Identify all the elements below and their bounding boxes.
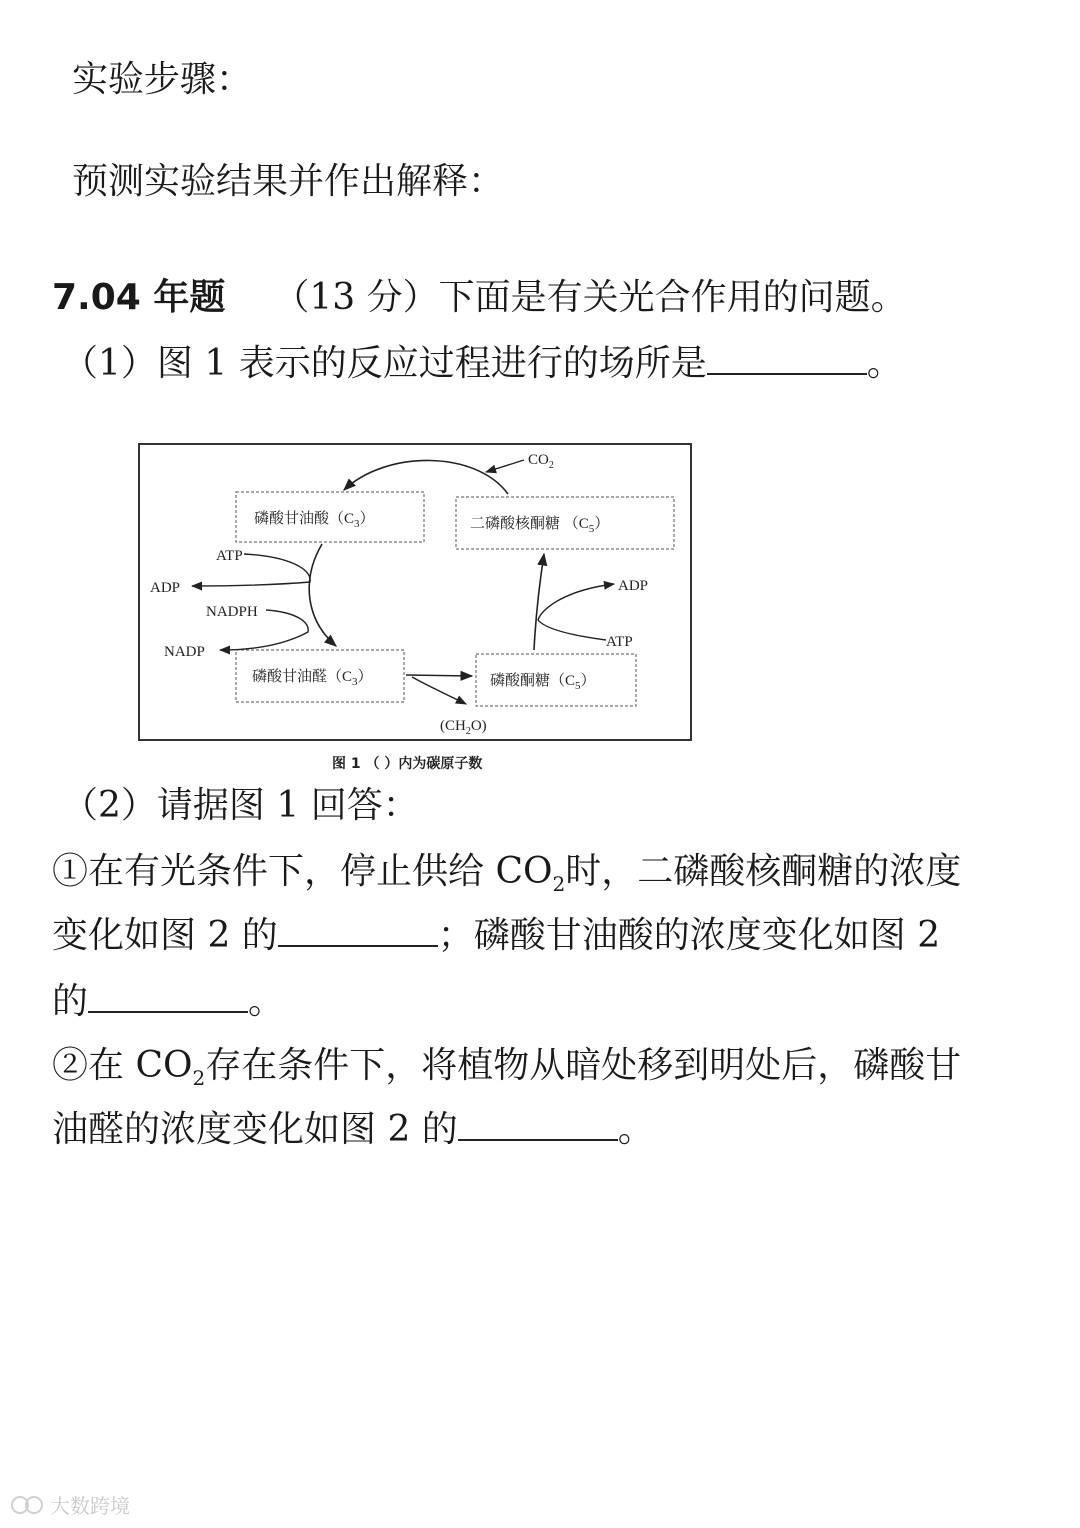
q1-line1 xyxy=(52,850,961,906)
arrow-atp-adp-right xyxy=(538,584,614,640)
q2-line1-text-a: ②在 CO xyxy=(52,1045,193,1086)
answer-blank-1[interactable] xyxy=(707,343,867,375)
part1-text: （1）图 1 表示的反应过程进行的场所是 xyxy=(62,343,707,384)
label-atp-right: ATP xyxy=(606,634,633,650)
question-text: 下面是有关光合作用的问题。 xyxy=(438,277,907,318)
q1-line1-text-b: 时，二磷酸核酮糖的浓度 xyxy=(565,851,962,892)
part1-suffix: 。 xyxy=(866,343,903,384)
calvin-cycle-figure xyxy=(136,440,696,770)
step-label: 实验步骤： xyxy=(72,59,253,100)
answer-blank-2[interactable] xyxy=(278,915,438,947)
question-number: 7.04 年题 xyxy=(52,277,226,318)
part1-question xyxy=(62,342,903,386)
label-adp-right: ADP xyxy=(618,578,649,594)
q2-co2-subscript: 2 xyxy=(192,1066,206,1091)
arrow-g3p-to-ketose xyxy=(406,675,472,676)
q2-line1-text-b: 存在条件下，将植物从暗处移到明处后，磷酸甘 xyxy=(205,1045,962,1086)
q1-line1-text-a: ①在有光条件下，停止供给 CO xyxy=(52,851,553,892)
q1-line3-text-a: 的 xyxy=(52,981,89,1022)
figure-caption: 图 1 （ ）内为碳原子数 xyxy=(332,756,483,770)
arrow-rubp-to-pga xyxy=(344,460,508,494)
label-co2: $CO_2$ xyxy=(528,452,554,471)
label-adp-left: ADP xyxy=(150,580,181,596)
q2-line2 xyxy=(52,1108,654,1152)
arrow-to-ch2o xyxy=(412,677,466,704)
label-atp-left: ATP xyxy=(216,548,243,564)
q1-line2-text-a: 变化如图 2 的 xyxy=(52,915,278,956)
predict-label: 预测实验结果并作出解释： xyxy=(72,161,505,202)
answer-blank-4[interactable] xyxy=(458,1109,618,1141)
question-header xyxy=(52,276,907,320)
label-ch2o: $(CH_2O)$ xyxy=(440,718,487,737)
question-score: （13 分） xyxy=(273,277,439,318)
arrow-atp-adp-left xyxy=(192,554,310,586)
figure-frame xyxy=(139,444,691,740)
q1-line3 xyxy=(52,980,284,1024)
watermark-logo xyxy=(10,1490,130,1519)
q2-line1 xyxy=(52,1044,961,1100)
label-g3p: 磷酸甘油醛$(C_3)$ xyxy=(252,669,373,688)
q1-line3-text-b: 。 xyxy=(248,981,285,1022)
q1-co2-subscript: 2 xyxy=(552,872,566,897)
part2-title: （2）请据图 1 回答： xyxy=(62,785,419,826)
label-ketose: 磷酸酮糖$(C_5)$ xyxy=(490,673,596,692)
answer-blank-3[interactable] xyxy=(88,981,248,1013)
q2-line2-text-b: 。 xyxy=(617,1109,654,1150)
q1-line2-text-b: ；磷酸甘油酸的浓度变化如图 2 xyxy=(437,915,941,956)
label-rubp: 二磷酸核酮糖 $(C_5)$ xyxy=(470,516,610,535)
arrow-pga-to-g3p xyxy=(309,544,336,646)
arrow-co2-in xyxy=(486,460,524,472)
label-pga: 磷酸甘油酸$(C_3)$ xyxy=(254,511,375,530)
label-nadp: NADP xyxy=(164,644,205,660)
watermark-text: 大数跨境 xyxy=(50,1494,130,1518)
label-nadph: NADPH xyxy=(206,604,258,620)
arrow-ketose-to-rubp xyxy=(534,554,544,650)
watermark-icon xyxy=(10,1492,50,1518)
q2-line2-text-a: 油醛的浓度变化如图 2 的 xyxy=(52,1109,458,1150)
q1-line2 xyxy=(52,914,940,958)
